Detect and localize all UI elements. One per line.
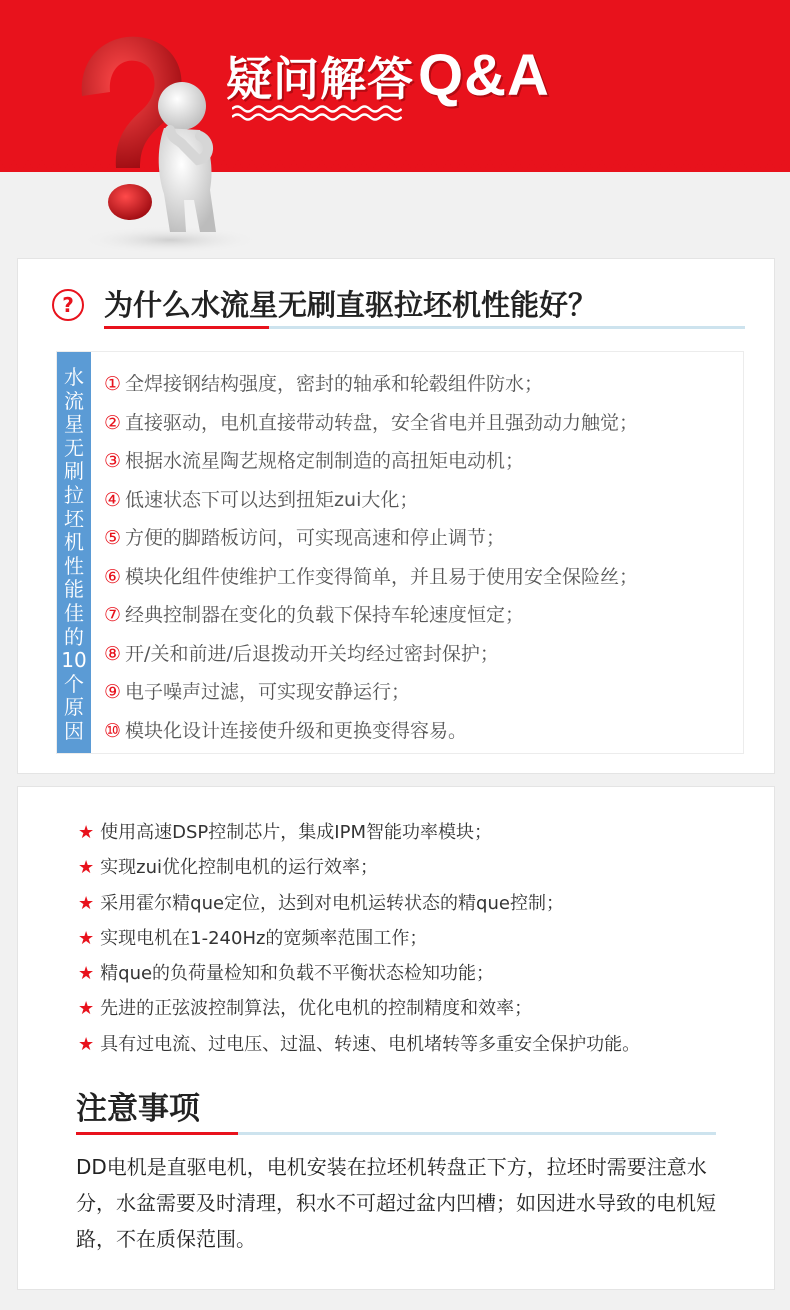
reasons-label-char: 无 xyxy=(64,435,84,460)
reason-item xyxy=(104,521,638,560)
reasons-label-char: 机 xyxy=(64,530,84,555)
reason-number: ⑧ xyxy=(104,642,122,665)
feature-text: 具有过电流、过电压、过温、转速、电机堵转等多重安全保护功能。 xyxy=(100,1033,641,1055)
reason-item xyxy=(104,483,638,522)
reason-item xyxy=(104,637,638,676)
reason-number: ③ xyxy=(104,450,122,472)
star-icon: ★ xyxy=(78,998,95,1020)
banner-wave-decoration xyxy=(232,104,402,122)
reason-text: 电子噪声过滤，可实现安静运行； xyxy=(125,681,411,703)
notice-underline-blue xyxy=(238,1132,716,1135)
reason-number: ⑨ xyxy=(104,681,122,703)
reasons-label-char: 坯 xyxy=(64,506,84,531)
reason-text: 直接驱动，电机直接带动转盘，安全省电并且强劲动力触觉； xyxy=(125,411,639,434)
notice-underline-red xyxy=(76,1132,238,1135)
star-icon: ★ xyxy=(78,892,95,914)
star-icon: ★ xyxy=(78,963,95,985)
banner-title-en: Q&A xyxy=(418,43,550,108)
features-card xyxy=(17,786,775,1290)
reasons-list xyxy=(104,367,638,752)
reasons-vertical-label xyxy=(57,352,91,753)
title-underline-blue xyxy=(269,326,745,329)
feature-text: 实现电机在1-240Hz的宽频率范围工作； xyxy=(100,927,428,949)
star-icon: ★ xyxy=(78,822,95,843)
star-icon: ★ xyxy=(78,927,95,949)
star-icon: ★ xyxy=(78,1033,95,1055)
feature-text: 采用霍尔精que定位，达到对电机运转状态的精que控制； xyxy=(100,892,564,914)
reasons-label-char: 佳 xyxy=(64,600,84,625)
reasons-label-char: 因 xyxy=(64,718,84,743)
reasons-label-char: 10 xyxy=(61,648,87,673)
reasons-box xyxy=(56,351,744,754)
reason-item xyxy=(104,406,638,445)
reason-text: 方便的脚踏板访问，可实现高速和停止调节； xyxy=(125,527,506,549)
feature-item xyxy=(78,817,640,852)
feature-item xyxy=(78,1029,640,1064)
reasons-label-char: 刷 xyxy=(64,459,84,484)
reasons-label-char: 星 xyxy=(64,412,84,437)
question-circle-icon: ? xyxy=(52,289,84,321)
notice-title: 注意事项 xyxy=(76,1091,200,1127)
reasons-label-char: 性 xyxy=(64,553,84,578)
reason-item xyxy=(104,598,638,637)
reasons-label-char: 个 xyxy=(64,671,84,696)
reason-number: ② xyxy=(104,411,122,434)
question-title: 为什么水流星无刷直驱拉坯机性能好？ xyxy=(104,288,598,322)
reason-item xyxy=(104,714,638,753)
reason-number: ① xyxy=(104,373,122,395)
reasons-card xyxy=(17,258,775,774)
reasons-label-char: 水 xyxy=(64,365,84,389)
reasons-label-char: 拉 xyxy=(64,482,84,507)
reasons-label-char: 原 xyxy=(64,695,84,720)
feature-item xyxy=(78,923,640,958)
reason-number: ⑤ xyxy=(104,527,122,549)
feature-item xyxy=(78,993,640,1028)
reason-number: ⑥ xyxy=(104,565,122,588)
feature-item xyxy=(78,888,640,923)
notice-body: DD电机是直驱电机，电机安装在拉坯机转盘正下方，拉坯时需要注意水分，水盆需要及时清理，积水不可超过盆内凹槽；如因进水导致的电机短路，不在质保范围。 xyxy=(76,1155,716,1251)
reason-text: 开/关和前进/后退拨动开关均经过密封保护； xyxy=(125,642,499,665)
reason-text: 经典控制器在变化的负载下保持车轮速度恒定； xyxy=(125,604,525,626)
reason-text: 根据水流星陶艺规格定制制造的高扭矩电动机； xyxy=(125,450,525,472)
reason-item xyxy=(104,444,638,483)
reason-number: ⑩ xyxy=(104,719,122,742)
reasons-label-char: 能 xyxy=(64,577,84,602)
star-icon: ★ xyxy=(78,857,95,879)
banner-title-cn: 疑问解答 xyxy=(226,52,414,106)
reason-text: 低速状态下可以达到扭矩zui大化； xyxy=(125,488,419,511)
reasons-label-char: 流 xyxy=(64,388,84,413)
reason-item xyxy=(104,560,638,599)
feature-text: 使用高速DSP控制芯片，集成IPM智能功率模块； xyxy=(100,822,492,843)
reason-text: 模块化设计连接使升级和更换变得容易。 xyxy=(125,719,468,742)
reason-item xyxy=(104,367,638,406)
reason-item xyxy=(104,675,638,714)
reason-number: ④ xyxy=(104,488,122,511)
features-list xyxy=(78,817,640,1064)
feature-item xyxy=(78,958,640,993)
reasons-label-char: 的 xyxy=(64,624,84,649)
title-underline-red xyxy=(104,326,269,329)
reason-text: 全焊接钢结构强度，密封的轴承和轮毂组件防水； xyxy=(125,373,544,395)
reason-number: ⑦ xyxy=(104,604,122,626)
reason-text: 模块化组件使维护工作变得简单，并且易于使用安全保险丝； xyxy=(125,565,639,588)
feature-text: 先进的正弦波控制算法，优化电机的控制精度和效率； xyxy=(100,998,533,1020)
feature-item xyxy=(78,852,640,887)
feature-text: 精que的负荷量检知和负载不平衡状态检知功能； xyxy=(100,963,495,985)
feature-text: 实现zui优化控制电机的运行效率； xyxy=(100,857,378,879)
